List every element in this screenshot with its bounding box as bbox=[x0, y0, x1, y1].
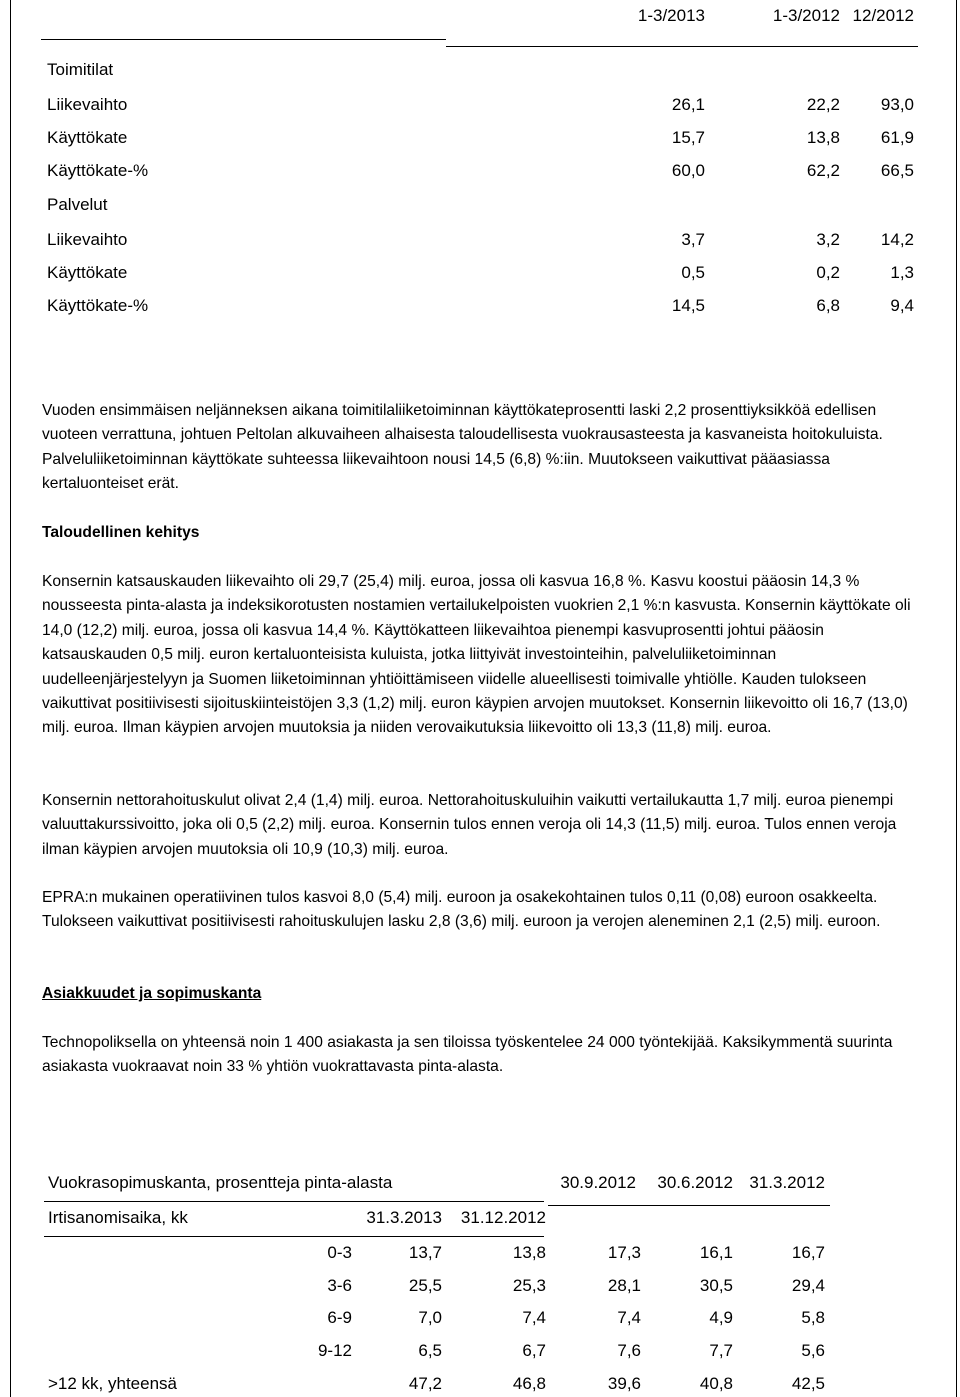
lease-title-underline bbox=[44, 1201, 544, 1202]
header-underline-right bbox=[446, 46, 918, 47]
lease-cell: 7,7 bbox=[709, 1341, 733, 1360]
header-underline-left bbox=[41, 39, 446, 40]
top-table-header-1: 1-3/2013 bbox=[637, 6, 705, 25]
lease-header1-underline bbox=[548, 1205, 830, 1206]
top-table-cell: 26,1 bbox=[671, 95, 705, 114]
top-table-header-2: 1-3/2012 bbox=[772, 6, 840, 25]
top-table-row-label: Käyttökate bbox=[47, 263, 128, 282]
top-table-cell: 3,7 bbox=[681, 230, 705, 249]
top-table-cell: 0,2 bbox=[816, 263, 840, 282]
top-table-row-label: Käyttökate-% bbox=[47, 161, 149, 180]
lease-cell: 7,4 bbox=[522, 1308, 546, 1327]
lease-row-period: 0-3 bbox=[327, 1243, 352, 1262]
lease-cell: 46,8 bbox=[512, 1374, 546, 1393]
lease-cell: 7,4 bbox=[617, 1308, 641, 1327]
paragraph-revenue: Konsernin katsauskauden liikevaihto oli 29,7 (25,4) milj. euroa, jossa oli kasvua 16,8 %. Kasvu koostui pääosin 14,3 % nousseesta pinta-alasta ja indeksikorotusten nostamien vertailukelpoisten vuokrien 2,1 %:n kasvusta. Konsernin käyttökate oli 14,0 (12,2) milj. euroa, jossa oli kasvua 14,4 %. Käyttökatteen liikevaihtoa pienempi kasvuprosentti johtui pääosin katsauskauden 0,5 milj. euron kertaluonteisista kuluista, jotka liittyivät investointeihin, palveluliiketoiminnan uudelleenjärjestelyyn ja Suomen liiketoiminnan yhtiöittämiseen viidelle alueellisesti toimivalle yhtiölle. Kauden tulokseen vaikuttivat positiivisesti sijoituskiinteistöjen 3,3 (1,2) milj. euron käypien arvojen muutokset. Konsernin liikevoitto oli 16,7 (13,0) milj. euroa. Ilman käypien arvojen muutoksia ja niiden verovaikutuksia liikevoitto oli 13,3 (11,8) milj. euroa. bbox=[42, 573, 911, 737]
top-table-row-label: Käyttökate bbox=[47, 128, 128, 147]
lease-cell: 42,5 bbox=[791, 1374, 825, 1393]
paragraph-financing: Konsernin nettorahoituskulut olivat 2,4 (1,4) milj. euroa. Nettorahoituskuluihin vaikutti vertailukautta 1,7 milj. euroa pienempi valuuttakurssivoitto, joka oli 0,5 (2,2) milj. euroa. Konsernin tulos ennen veroja oli 14,3 (11,5) milj. euroa. Tulos ennen veroja ilman käypien arvojen muutoksia oli 10,9 (10,3) milj. euroa. bbox=[42, 792, 897, 858]
lease-cell: 29,4 bbox=[791, 1276, 825, 1295]
lease-table-header-q1-2013: 31.3.2013 bbox=[366, 1208, 442, 1227]
lease-cell: 13,8 bbox=[512, 1243, 546, 1262]
top-table-cell: 15,7 bbox=[671, 128, 705, 147]
top-table-cell: 6,8 bbox=[816, 296, 840, 315]
lease-table-header-q2-2012: 30.6.2012 bbox=[657, 1173, 733, 1192]
lease-cell: 47,2 bbox=[408, 1374, 442, 1393]
lease-cell: 7,0 bbox=[418, 1308, 442, 1327]
top-table-cell: 62,2 bbox=[806, 161, 840, 180]
top-table-cell: 3,2 bbox=[816, 230, 840, 249]
top-table-cell: 22,2 bbox=[806, 95, 840, 114]
paragraph-segment-performance: Vuoden ensimmäisen neljänneksen aikana toimitilaliiketoiminnan käyttökateprosentti laski 2,2 prosenttiyksikköä edellisen vuoteen verrattuna, johtuen Peltolan alkuvaiheen alhaisesta taloudellisesta vuokrausasteesta ja kasvaneista hoitokuluista. Palveluliiketoiminnan käyttökate suhteessa liikevaihtoon nousi 14,5 (6,8) %:iin. Muutokseen vaikuttivat pääasiassa kertaluonteiset erät. bbox=[42, 402, 883, 493]
lease-cell: 40,8 bbox=[699, 1374, 733, 1393]
top-table-row-label: Liikevaihto bbox=[47, 95, 128, 114]
lease-cell: 25,5 bbox=[408, 1276, 442, 1295]
lease-cell: 6,5 bbox=[418, 1341, 442, 1360]
lease-subtitle-underline bbox=[44, 1236, 544, 1237]
lease-table-subtitle: Irtisanomisaika, kk bbox=[48, 1208, 188, 1227]
lease-row-label-total: >12 kk, yhteensä bbox=[48, 1374, 178, 1393]
top-table-cell: 61,9 bbox=[880, 128, 914, 147]
top-table-row-label: Toimitilat bbox=[47, 60, 114, 79]
top-table-row-label: Palvelut bbox=[47, 195, 108, 214]
paragraph-epra: EPRA:n mukainen operatiivinen tulos kasvoi 8,0 (5,4) milj. euroon ja osakekohtainen tulos 0,11 (0,08) euroon osakkeelta. Tulokseen vaikuttivat positiivisesti rahoituskulujen lasku 2,8 (3,6) milj. euroon ja verojen aleneminen 2,1 (2,5) milj. euroon. bbox=[42, 889, 881, 931]
lease-table-header-q4-2012: 31.12.2012 bbox=[460, 1208, 546, 1227]
top-table-cell: 14,2 bbox=[880, 230, 914, 249]
lease-cell: 5,6 bbox=[801, 1341, 825, 1360]
lease-table-header-q1-2012: 31.3.2012 bbox=[749, 1173, 825, 1192]
lease-table-title: Vuokrasopimuskanta, prosentteja pinta-alasta bbox=[48, 1173, 393, 1192]
top-table-cell: 66,5 bbox=[880, 161, 914, 180]
lease-cell: 25,3 bbox=[512, 1276, 546, 1295]
top-table-row-label: Liikevaihto bbox=[47, 230, 128, 249]
lease-cell: 6,7 bbox=[522, 1341, 546, 1360]
lease-row-period: 6-9 bbox=[327, 1308, 352, 1327]
lease-cell: 30,5 bbox=[699, 1276, 733, 1295]
top-table-cell: 93,0 bbox=[880, 95, 914, 114]
heading-financial-development: Taloudellinen kehitys bbox=[42, 524, 200, 541]
top-table-cell: 14,5 bbox=[671, 296, 705, 315]
lease-cell: 16,1 bbox=[699, 1243, 733, 1262]
lease-cell: 16,7 bbox=[791, 1243, 825, 1262]
lease-row-period: 3-6 bbox=[327, 1276, 352, 1295]
lease-cell: 13,7 bbox=[408, 1243, 442, 1262]
top-table-header-3: 12/2012 bbox=[852, 6, 914, 25]
top-table-cell: 9,4 bbox=[890, 296, 914, 315]
lease-row-period: 9-12 bbox=[317, 1341, 352, 1360]
lease-cell: 7,6 bbox=[617, 1341, 641, 1360]
lease-cell: 17,3 bbox=[607, 1243, 641, 1262]
top-table-row-label: Käyttökate-% bbox=[47, 296, 149, 315]
lease-table-header-q3-2012: 30.9.2012 bbox=[560, 1173, 636, 1192]
lease-cell: 4,9 bbox=[709, 1308, 733, 1327]
lease-cell: 5,8 bbox=[801, 1308, 825, 1327]
lease-cell: 28,1 bbox=[607, 1276, 641, 1295]
top-table-cell: 13,8 bbox=[806, 128, 840, 147]
top-table-cell: 0,5 bbox=[681, 263, 705, 282]
top-table-cell: 60,0 bbox=[671, 161, 705, 180]
heading-customers: Asiakkuudet ja sopimuskanta bbox=[42, 985, 262, 1002]
lease-cell: 39,6 bbox=[607, 1374, 641, 1393]
right-border bbox=[956, 0, 957, 1397]
top-table-cell: 1,3 bbox=[890, 263, 914, 282]
paragraph-customers: Technopoliksella on yhteensä noin 1 400 asiakasta ja sen tiloissa työskentelee 24 000 työntekijää. Kaksikymmentä suurinta asiakasta vuokraavat noin 33 % yhtiön vuokrattavasta pinta-alasta. bbox=[42, 1034, 893, 1076]
left-border bbox=[10, 0, 11, 1397]
